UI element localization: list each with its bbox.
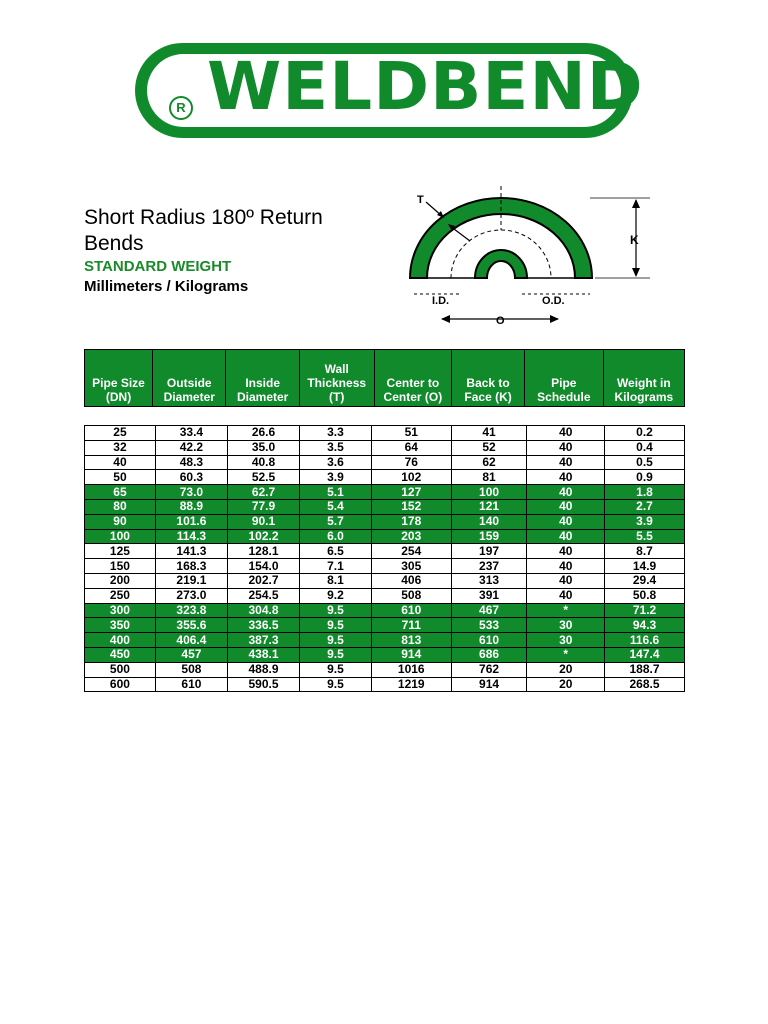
table-cell: 77.9 — [227, 499, 299, 514]
column-header: Back to Face (K) — [452, 350, 525, 407]
table-cell: 406 — [371, 573, 451, 588]
table-cell: 40 — [85, 455, 156, 470]
label-t: T — [417, 194, 424, 206]
label-od: O.D. — [542, 295, 565, 307]
table-cell: 65 — [85, 485, 156, 500]
table-cell: 100 — [451, 485, 527, 500]
table-cell: 6.5 — [300, 544, 372, 559]
table-cell: 20 — [527, 662, 605, 677]
table-cell: 7.1 — [300, 559, 372, 574]
table-cell: 32 — [85, 440, 156, 455]
table-cell: 304.8 — [227, 603, 299, 618]
table-cell: 101.6 — [155, 514, 227, 529]
table-cell: 202.7 — [227, 573, 299, 588]
table-cell: 3.9 — [300, 470, 372, 485]
table-cell: 450 — [85, 647, 156, 662]
table-cell: 102.2 — [227, 529, 299, 544]
table-cell: 762 — [451, 662, 527, 677]
registered-mark: R — [169, 96, 193, 120]
column-header: Inside Diameter — [226, 350, 299, 407]
table-cell: 0.4 — [605, 440, 685, 455]
table-cell: 140 — [451, 514, 527, 529]
table-row — [85, 470, 685, 485]
table-cell: 50 — [85, 470, 156, 485]
table-cell: 9.5 — [300, 677, 372, 692]
table-cell: 168.3 — [155, 559, 227, 574]
table-cell: 26.6 — [227, 426, 299, 441]
page-subtitle: STANDARD WEIGHT — [84, 258, 232, 275]
table-cell: 9.5 — [300, 633, 372, 648]
table-cell: 508 — [371, 588, 451, 603]
table-row — [85, 455, 685, 470]
table-cell: 71.2 — [605, 603, 685, 618]
table-cell: 203 — [371, 529, 451, 544]
table-cell: 40 — [527, 470, 605, 485]
table-cell: 5.4 — [300, 499, 372, 514]
table-cell: 254 — [371, 544, 451, 559]
table-cell: 52.5 — [227, 470, 299, 485]
table-cell: 14.9 — [605, 559, 685, 574]
table-row — [85, 440, 685, 455]
column-header: Wall Thickness (T) — [299, 350, 374, 407]
table-cell: 141.3 — [155, 544, 227, 559]
label-id: I.D. — [432, 295, 450, 307]
label-o: O — [496, 315, 505, 327]
column-header: Weight in Kilograms — [603, 350, 684, 407]
table-row — [85, 426, 685, 441]
table-cell: 914 — [371, 647, 451, 662]
table-cell: 197 — [451, 544, 527, 559]
table-cell: 610 — [155, 677, 227, 692]
table-cell: 121 — [451, 499, 527, 514]
table-cell: 40 — [527, 529, 605, 544]
table-cell: 20 — [527, 677, 605, 692]
table-cell: 147.4 — [605, 647, 685, 662]
table-cell: 438.1 — [227, 647, 299, 662]
table-cell: 127 — [371, 485, 451, 500]
table-row — [85, 514, 685, 529]
table-cell: 5.1 — [300, 485, 372, 500]
table-header — [84, 349, 685, 407]
table-row — [85, 647, 685, 662]
table-row — [85, 633, 685, 648]
table-cell: 80 — [85, 499, 156, 514]
table-row — [85, 499, 685, 514]
table-cell: 52 — [451, 440, 527, 455]
table-cell: 400 — [85, 633, 156, 648]
table-cell: 2.7 — [605, 499, 685, 514]
table-cell: 268.5 — [605, 677, 685, 692]
table-cell: 355.6 — [155, 618, 227, 633]
table-cell: 100 — [85, 529, 156, 544]
table-cell: 30 — [527, 618, 605, 633]
table-cell: 30 — [527, 633, 605, 648]
table-cell: 42.2 — [155, 440, 227, 455]
table-cell: 488.9 — [227, 662, 299, 677]
table-cell: 41 — [451, 426, 527, 441]
table-cell: 40.8 — [227, 455, 299, 470]
column-header: Center to Center (O) — [374, 350, 452, 407]
table-cell: 40 — [527, 485, 605, 500]
table-cell: 62 — [451, 455, 527, 470]
table-cell: 128.1 — [227, 544, 299, 559]
table-cell: 323.8 — [155, 603, 227, 618]
table-row — [85, 544, 685, 559]
table-cell: 5.5 — [605, 529, 685, 544]
table-cell: 60.3 — [155, 470, 227, 485]
table-cell: 154.0 — [227, 559, 299, 574]
table-cell: 0.9 — [605, 470, 685, 485]
table-row — [85, 529, 685, 544]
table-cell: * — [527, 603, 605, 618]
table-cell: 508 — [155, 662, 227, 677]
table-cell: 273.0 — [155, 588, 227, 603]
table-cell: 9.5 — [300, 618, 372, 633]
table-cell: 686 — [451, 647, 527, 662]
table-cell: 9.5 — [300, 647, 372, 662]
table-cell: 3.6 — [300, 455, 372, 470]
table-row — [85, 603, 685, 618]
table-cell: 336.5 — [227, 618, 299, 633]
table-cell: 387.3 — [227, 633, 299, 648]
table-cell: 76 — [371, 455, 451, 470]
units-label: Millimeters / Kilograms — [84, 278, 249, 295]
logo-inner — [147, 48, 644, 127]
table-cell: 116.6 — [605, 633, 685, 648]
table-cell: 73.0 — [155, 485, 227, 500]
table-cell: 90 — [85, 514, 156, 529]
table-cell: 391 — [451, 588, 527, 603]
dimensions-table — [84, 425, 685, 692]
table-cell: 406.4 — [155, 633, 227, 648]
table-cell: 590.5 — [227, 677, 299, 692]
table-cell: 29.4 — [605, 573, 685, 588]
column-header: Pipe Size (DN) — [85, 350, 153, 407]
table-cell: 313 — [451, 573, 527, 588]
column-header: Outside Diameter — [153, 350, 226, 407]
table-cell: 40 — [527, 559, 605, 574]
table-cell: 0.2 — [605, 426, 685, 441]
table-cell: 64 — [371, 440, 451, 455]
weldbend-logo — [135, 43, 644, 138]
page-title: Short Radius 180º Return Bends — [84, 206, 323, 255]
table-row — [85, 662, 685, 677]
table-cell: 305 — [371, 559, 451, 574]
table-cell: 150 — [85, 559, 156, 574]
table-cell: 300 — [85, 603, 156, 618]
table-cell: 40 — [527, 499, 605, 514]
table-cell: 40 — [527, 440, 605, 455]
table-cell: 152 — [371, 499, 451, 514]
table-cell: 48.3 — [155, 455, 227, 470]
table-cell: 81 — [451, 470, 527, 485]
table-cell: * — [527, 647, 605, 662]
table-cell: 9.2 — [300, 588, 372, 603]
table-cell: 813 — [371, 633, 451, 648]
table-cell: 1016 — [371, 662, 451, 677]
table-cell: 914 — [451, 677, 527, 692]
table-cell: 114.3 — [155, 529, 227, 544]
table-cell: 90.1 — [227, 514, 299, 529]
table-cell: 610 — [371, 603, 451, 618]
table-cell: 40 — [527, 588, 605, 603]
table-row — [85, 588, 685, 603]
table-row — [85, 677, 685, 692]
table-cell: 0.5 — [605, 455, 685, 470]
table-cell: 9.5 — [300, 662, 372, 677]
table-cell: 33.4 — [155, 426, 227, 441]
table-cell: 125 — [85, 544, 156, 559]
table-cell: 40 — [527, 455, 605, 470]
table-cell: 254.5 — [227, 588, 299, 603]
table-row — [85, 559, 685, 574]
table-cell: 457 — [155, 647, 227, 662]
table-cell: 50.8 — [605, 588, 685, 603]
bend-inner-wall — [475, 250, 527, 278]
table-cell: 8.7 — [605, 544, 685, 559]
table-cell: 1219 — [371, 677, 451, 692]
table-row — [85, 485, 685, 500]
table-cell: 40 — [527, 514, 605, 529]
table-row — [85, 573, 685, 588]
table-cell: 40 — [527, 573, 605, 588]
label-k: K — [630, 233, 639, 247]
table-cell: 3.5 — [300, 440, 372, 455]
table-cell: 200 — [85, 573, 156, 588]
table-row — [85, 618, 685, 633]
table-cell: 8.1 — [300, 573, 372, 588]
table-cell: 5.7 — [300, 514, 372, 529]
table-cell: 40 — [527, 544, 605, 559]
table-cell: 350 — [85, 618, 156, 633]
table-cell: 9.5 — [300, 603, 372, 618]
table-cell: 600 — [85, 677, 156, 692]
table-cell: 62.7 — [227, 485, 299, 500]
table-cell: 237 — [451, 559, 527, 574]
logo-wordmark: WELDBEND — [207, 48, 644, 125]
table-cell: 500 — [85, 662, 156, 677]
table-cell: 610 — [451, 633, 527, 648]
column-header: Pipe Schedule — [524, 350, 603, 407]
table-cell: 467 — [451, 603, 527, 618]
table-cell: 178 — [371, 514, 451, 529]
table-cell: 188.7 — [605, 662, 685, 677]
table-cell: 159 — [451, 529, 527, 544]
table-cell: 102 — [371, 470, 451, 485]
table-cell: 250 — [85, 588, 156, 603]
table-cell: 51 — [371, 426, 451, 441]
table-cell: 711 — [371, 618, 451, 633]
table-cell: 533 — [451, 618, 527, 633]
table-cell: 40 — [527, 426, 605, 441]
table-cell: 3.9 — [605, 514, 685, 529]
table-cell: 25 — [85, 426, 156, 441]
table-cell: 94.3 — [605, 618, 685, 633]
table-cell: 6.0 — [300, 529, 372, 544]
table-cell: 35.0 — [227, 440, 299, 455]
table-cell: 219.1 — [155, 573, 227, 588]
table-cell: 88.9 — [155, 499, 227, 514]
table-cell: 3.3 — [300, 426, 372, 441]
return-bend-diagram — [400, 186, 639, 331]
table-cell: 1.8 — [605, 485, 685, 500]
